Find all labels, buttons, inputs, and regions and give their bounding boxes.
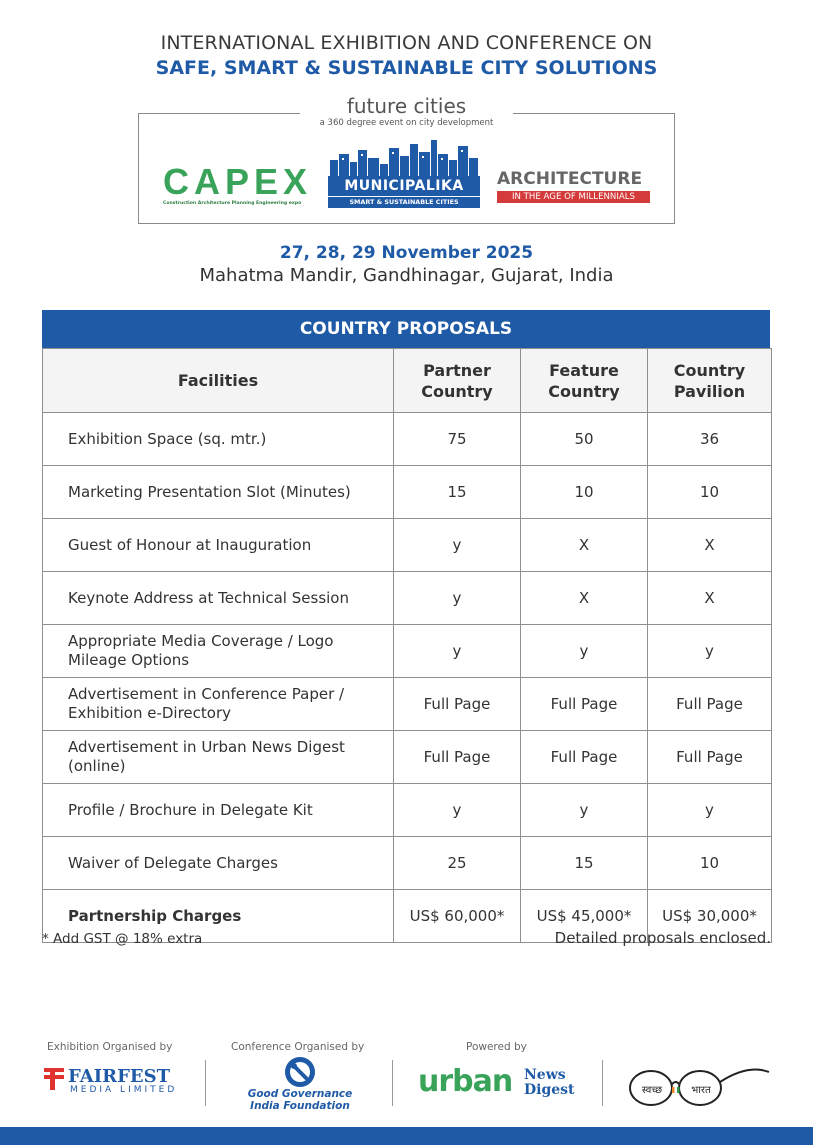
pavilion-cell: 36 [648, 413, 772, 466]
pavilion-cell: Full Page [648, 731, 772, 784]
news-word: News [524, 1067, 566, 1083]
swachh-text: स्वच्छ [641, 1085, 663, 1096]
facility-cell: Advertisement in Urban News Digest (online) [43, 731, 394, 784]
table-row [43, 519, 772, 572]
feature-cell: Full Page [521, 678, 648, 731]
swachh-bharat-logo [628, 1060, 773, 1110]
fairfest-subtitle: MEDIA LIMITED [70, 1085, 178, 1095]
digest-word: Digest [524, 1082, 575, 1098]
ggif-emblem-icon [283, 1056, 317, 1088]
header-partner-country: Partner Country [394, 349, 521, 413]
gst-note: * Add GST @ 18% extra [42, 931, 203, 947]
pavilion-cell: US$ 30,000* [648, 890, 772, 943]
urban-news-digest-logo [418, 1064, 575, 1099]
pavilion-cell: Full Page [648, 678, 772, 731]
municipalika-tagline: SMART & SUSTAINABLE CITIES [328, 196, 480, 208]
country-proposals-table [42, 348, 772, 943]
table-row [43, 466, 772, 519]
event-venue: Mahatma Mandir, Gandhinagar, Gujarat, India [199, 265, 614, 286]
pavilion-cell: X [648, 519, 772, 572]
table-row [43, 625, 772, 678]
architecture-tagline: IN THE AGE OF MILLENNIALS [497, 191, 650, 203]
fairfest-wordmark: FAIRFEST [68, 1066, 170, 1087]
facility-cell: Advertisement in Conference Paper / Exhibition e-Directory [43, 678, 394, 731]
enclosed-note: Detailed proposals enclosed. [554, 929, 771, 947]
feature-cell: 50 [521, 413, 648, 466]
partner-cell: 15 [394, 466, 521, 519]
feature-cell: Full Page [521, 731, 648, 784]
feature-cell: X [521, 519, 648, 572]
capex-logo [163, 161, 313, 206]
ggif-name-line-1: Good Governance [247, 1088, 353, 1100]
facility-cell: Appropriate Media Coverage / Logo Mileage Options [43, 625, 394, 678]
bharat-text: भारत [691, 1085, 711, 1096]
conference-organiser-label: Conference Organised by [231, 1041, 365, 1053]
feature-cell: 10 [521, 466, 648, 519]
pavilion-cell: y [648, 784, 772, 837]
table-title-bar: COUNTRY PROPOSALS [42, 310, 770, 348]
pavilion-cell: 10 [648, 466, 772, 519]
header-line-1: INTERNATIONAL EXHIBITION AND CONFERENCE ON [160, 32, 653, 54]
facility-cell: Exhibition Space (sq. mtr.) [43, 413, 394, 466]
header-line-2: SAFE, SMART & SUSTAINABLE CITY SOLUTIONS [155, 57, 658, 79]
capex-tagline: Construction Architecture Planning Engineering expo [163, 201, 302, 206]
partner-cell: Full Page [394, 678, 521, 731]
event-dates: 27, 28, 29 November 2025 [279, 243, 534, 263]
facility-cell: Guest of Honour at Inauguration [43, 519, 394, 572]
partner-cell: y [394, 519, 521, 572]
fairfest-emblem-icon [42, 1066, 66, 1092]
footer-divider [602, 1060, 603, 1106]
table-header-row [43, 349, 772, 413]
table-row [43, 837, 772, 890]
facility-cell: Waiver of Delegate Charges [43, 837, 394, 890]
footer-divider [392, 1060, 393, 1106]
header-facilities: Facilities [43, 349, 394, 413]
footer-bar [0, 1127, 813, 1145]
architecture-wordmark: ARCHITECTURE [497, 169, 643, 189]
fairfest-logo [42, 1066, 182, 1095]
news-digest-wordmark [524, 1068, 575, 1098]
table-row [43, 678, 772, 731]
partner-cell: 25 [394, 837, 521, 890]
municipalika-logo [328, 140, 480, 208]
facility-cell: Partnership Charges [43, 890, 394, 943]
facility-cell: Marketing Presentation Slot (Minutes) [43, 466, 394, 519]
ggif-logo [245, 1056, 355, 1112]
powered-by-label: Powered by [466, 1041, 527, 1053]
exhibition-organiser-label: Exhibition Organised by [47, 1041, 173, 1053]
header-country-pavilion: Country Pavilion [648, 349, 772, 413]
facility-cell: Keynote Address at Technical Session [43, 572, 394, 625]
footer-divider [205, 1060, 206, 1106]
partner-cell: y [394, 625, 521, 678]
capex-wordmark: CAPEX [163, 161, 313, 202]
future-cities-title: future cities [300, 94, 513, 118]
pavilion-cell: y [648, 625, 772, 678]
partner-cell: y [394, 572, 521, 625]
pavilion-cell: 10 [648, 837, 772, 890]
city-skyline-icon [328, 140, 480, 177]
feature-cell: US$ 45,000* [521, 890, 648, 943]
municipalika-wordmark: MUNICIPALIKA [328, 176, 480, 196]
partner-cell: Full Page [394, 731, 521, 784]
table-row [43, 413, 772, 466]
feature-cell: y [521, 625, 648, 678]
feature-cell: y [521, 784, 648, 837]
urban-wordmark: urban [418, 1064, 513, 1099]
facility-cell: Profile / Brochure in Delegate Kit [43, 784, 394, 837]
header-feature-country: Feature Country [521, 349, 648, 413]
feature-cell: X [521, 572, 648, 625]
partner-cell: y [394, 784, 521, 837]
ggif-name-line-2: India Foundation [250, 1100, 350, 1112]
partner-cell: US$ 60,000* [394, 890, 521, 943]
architecture-logo [497, 169, 657, 203]
pavilion-cell: X [648, 572, 772, 625]
future-cities-subtitle: a 360 degree event on city development [319, 118, 494, 128]
feature-cell: 15 [521, 837, 648, 890]
table-row [43, 572, 772, 625]
table-row [43, 731, 772, 784]
partner-cell: 75 [394, 413, 521, 466]
table-row [43, 784, 772, 837]
